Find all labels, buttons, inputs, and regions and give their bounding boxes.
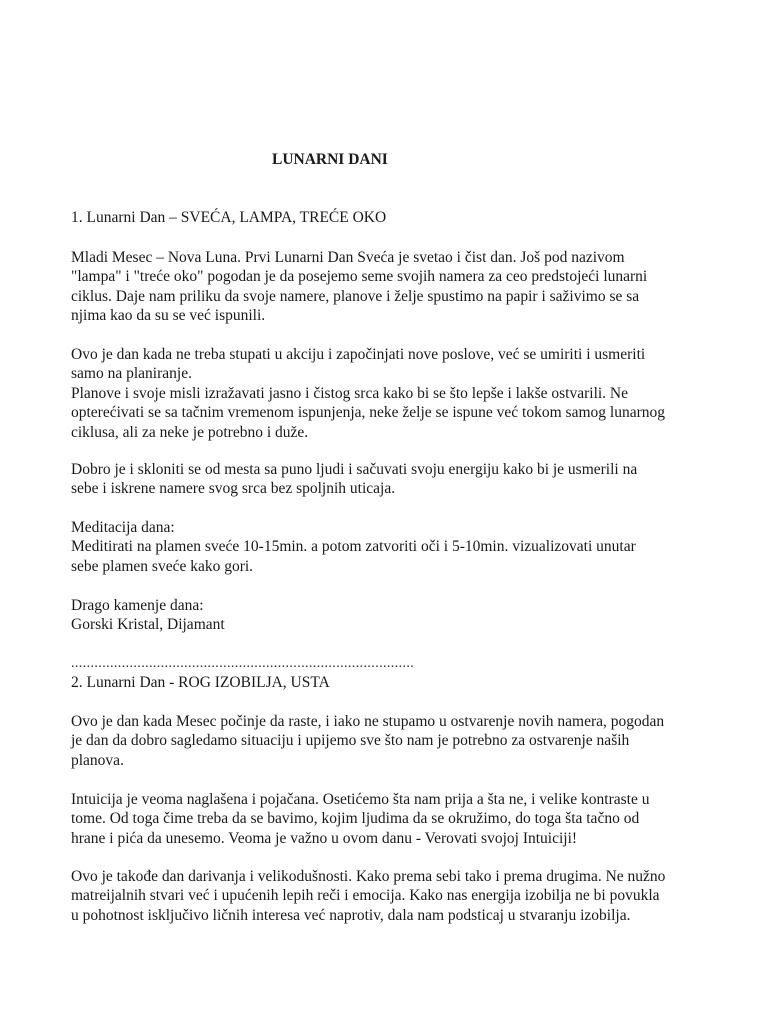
text-line: Ovo je dan kada Mesec počinje da raste, i iako ne stupamo u ostvarenje novih namera, pogodan: [71, 713, 665, 730]
text-line: sebe i iskrene namere svog srca bez spoljnih uticaja.: [71, 480, 396, 498]
text-line: je dan da dobro sagledamo situaciju i upijemo sve što nam je potrebno za ostvarenje naših: [71, 732, 630, 750]
text-line: Meditacija dana:: [71, 519, 175, 536]
section-heading: 2. Lunarni Dan - ROG IZOBILJA, USTA: [71, 674, 330, 691]
day1-meditation: [71, 518, 711, 576]
section-heading: 1. Lunarni Dan – SVEĆA, LAMPA, TREĆE OKO: [71, 209, 387, 226]
text-line: planova.: [71, 751, 124, 769]
day2-paragraph-1: [71, 712, 711, 770]
text-line: ciklusa, ali za neke je potrebno i duže.: [71, 423, 309, 441]
text-line: "lampa" i "treće oko" pogodan je da posejemo seme svojih namera za ceo predstojeći lunarni: [71, 268, 648, 286]
text-line: Ovo je takođe dan darivanja i velikodušnosti. Kako prema sebi tako i prema drugima. Ne nužno: [71, 868, 666, 885]
text-line: opterećivati se sa tačnim vremenom ispunjenja, neke želje se ispune već tokom samog lunarnog: [71, 404, 665, 422]
text-line: Meditirati na plamen sveće 10-15min. a potom zatvoriti oči i 5-10min. vizualizovati unutar: [71, 538, 636, 556]
text-line: matreijalnih stvari već i upućenih lepih reči i emocija. Kako nas energija izobilja ne bi povukla: [71, 887, 660, 905]
text-line: ciklus. Daje nam priliku da svoje namere, planove i želje spustimo na papir i saživimo se sa: [71, 287, 640, 305]
text-line: njima kao da su se već ispunili.: [71, 307, 266, 325]
text-line: sebe plamen sveće kako gori.: [71, 557, 254, 575]
day1-paragraph-2: [71, 345, 711, 442]
day2-paragraph-3: [71, 867, 711, 925]
text-line: samo na planiranje.: [71, 365, 192, 383]
text-line: Dobro je i skloniti se od mesta sa puno ljudi i sačuvati svoju energiju kako bi je usmerili na: [71, 461, 638, 478]
text-line: Intuicija je veoma naglašena i pojačana. Osetićemo šta nam prija a šta ne, i velike kontraste u: [71, 791, 650, 808]
document-title: LUNARNI DANI: [272, 151, 388, 168]
day1-stones: [71, 596, 711, 635]
text-line: Ovo je dan kada ne treba stupati u akciju i započinjati nove poslove, već se umiriti i usmeriti: [71, 346, 646, 363]
day2-paragraph-2: [71, 790, 711, 848]
text-line: tome. Od toga čime treba da se bavimo, kojim ljudima da se okružimo, do toga šta tačno od: [71, 810, 640, 828]
day2-heading: [71, 673, 711, 692]
text-line: Drago kamenje dana:: [71, 597, 204, 614]
text-line: Mladi Mesec – Nova Luna. Prvi Lunarni Dan Sveća je svetao i čist dan. Još pod nazivom: [71, 249, 625, 266]
text-line: u pohotnost isključivo ličnih interesa već naprotiv, dala nam podsticaj u stvaranju izobilja.: [71, 906, 631, 924]
text-line: hrane i pića da unesemo. Veoma je važno u ovom danu - Verovati svojoj Intuiciji!: [71, 829, 578, 847]
text-line: Gorski Kristal, Dijamant: [71, 616, 225, 634]
day1-paragraph-1: [71, 248, 711, 326]
day1-heading: [71, 208, 711, 227]
section-separator: ........................................................................................: [71, 656, 415, 671]
text-line: Planove i svoje misli izražavati jasno i čistog srca kako bi se što lepše i lakše ostvarili. Ne: [71, 384, 629, 402]
day1-paragraph-3: [71, 460, 711, 499]
